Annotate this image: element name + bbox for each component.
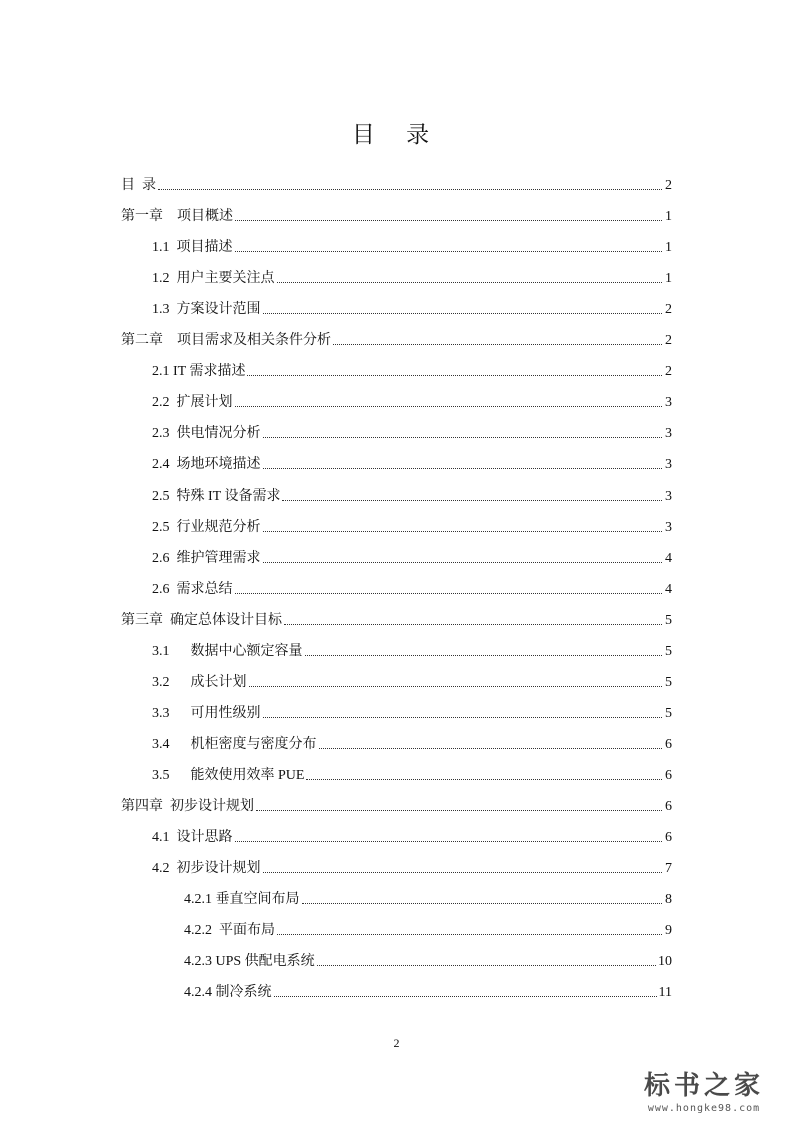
toc-dot-leader xyxy=(249,686,663,687)
toc-entry[interactable] xyxy=(152,667,672,698)
toc-entry-label: 4.2 初步设计规划 xyxy=(152,861,261,877)
toc-dot-leader xyxy=(158,189,662,190)
toc-dot-leader xyxy=(333,344,662,345)
toc-entry[interactable] xyxy=(152,698,672,729)
watermark-url: www.hongke98.com xyxy=(647,1103,761,1114)
toc-entry-label: 1.2 用户主要关注点 xyxy=(152,271,275,287)
toc-dot-leader xyxy=(263,313,663,314)
watermark xyxy=(629,1069,779,1114)
toc-entry[interactable] xyxy=(152,853,672,884)
toc-entry-label: 4.2.4 制冷系统 xyxy=(184,985,272,1001)
toc-entry-label: 3.5 能效使用效率 PUE xyxy=(152,767,305,783)
toc-entry[interactable] xyxy=(152,481,672,512)
toc-entry[interactable] xyxy=(152,263,672,294)
toc-entry-label: 目 录 xyxy=(121,178,156,193)
toc-entry-label: 2.6 维护管理需求 xyxy=(152,550,261,566)
toc-entry-label: 3.1 数据中心额定容量 xyxy=(152,643,303,659)
toc-entry-label: 2.6 需求总结 xyxy=(152,581,233,597)
toc-entry-page: 5 xyxy=(665,643,672,659)
toc-entry[interactable] xyxy=(184,915,672,946)
toc-entry-page: 11 xyxy=(658,985,672,1001)
toc-entry-page: 1 xyxy=(665,240,672,256)
toc-entry[interactable] xyxy=(152,356,672,387)
toc-dot-leader xyxy=(284,624,662,625)
toc-entry-page: 4 xyxy=(665,581,672,597)
toc-entry[interactable] xyxy=(121,170,672,201)
toc-entry-label: 2.3 供电情况分析 xyxy=(152,426,261,442)
toc-entry-label: 4.2.1 垂直空间布局 xyxy=(184,892,300,908)
toc-entry-label: 2.2 扩展计划 xyxy=(152,395,233,411)
toc-dot-leader xyxy=(302,903,663,904)
toc-entry[interactable] xyxy=(152,512,672,543)
toc-entry[interactable] xyxy=(152,418,672,449)
toc-entry[interactable] xyxy=(152,822,672,853)
toc-dot-leader xyxy=(235,406,663,407)
toc-entry[interactable] xyxy=(184,977,672,1008)
toc-entry[interactable] xyxy=(152,636,672,667)
toc-entry-page: 5 xyxy=(665,674,672,690)
toc-entry-label: 2.5 特殊 IT 设备需求 xyxy=(152,488,281,504)
toc-entry-page: 6 xyxy=(665,799,672,814)
toc-entry-label: 4.2.2 平面布局 xyxy=(184,923,275,939)
toc-entry-page: 6 xyxy=(665,830,672,846)
toc-dot-leader xyxy=(282,500,662,501)
toc-entry-label: 1.1 项目描述 xyxy=(152,240,233,256)
toc-entry-label: 3.2 成长计划 xyxy=(152,674,247,690)
toc-entry-label: 第二章 项目需求及相关条件分析 xyxy=(121,333,331,349)
toc-dot-leader xyxy=(306,779,662,780)
toc-entry-page: 4 xyxy=(665,550,672,566)
toc-entry-page: 2 xyxy=(665,178,672,193)
toc-entry-page: 7 xyxy=(665,861,672,877)
toc-entry-page: 3 xyxy=(665,426,672,442)
toc-entry-page: 6 xyxy=(665,767,672,783)
toc-entry-page: 1 xyxy=(665,271,672,287)
toc-entry-label: 第四章 初步设计规划 xyxy=(121,799,254,814)
toc-entry-label: 2.5 行业规范分析 xyxy=(152,519,261,535)
toc-dot-leader xyxy=(263,437,663,438)
toc-entry[interactable] xyxy=(152,574,672,605)
toc-dot-leader xyxy=(235,251,663,252)
toc-dot-leader xyxy=(263,872,663,873)
toc-entry[interactable] xyxy=(152,543,672,574)
toc-entry-label: 1.3 方案设计范围 xyxy=(152,302,261,318)
toc-dot-leader xyxy=(235,593,663,594)
toc-dot-leader xyxy=(317,965,656,966)
toc-entry-label: 3.4 机柜密度与密度分布 xyxy=(152,736,317,752)
page-title: 目 录 xyxy=(351,122,442,148)
toc-entry-label: 2.4 场地环境描述 xyxy=(152,457,261,473)
toc-dot-leader xyxy=(263,562,663,563)
toc-entry-label: 4.1 设计思路 xyxy=(152,830,233,846)
toc-entry[interactable] xyxy=(121,605,672,636)
toc-entry-page: 2 xyxy=(665,333,672,349)
toc-entry-page: 6 xyxy=(665,736,672,752)
toc-entry[interactable] xyxy=(184,946,672,977)
toc-entry[interactable] xyxy=(152,232,672,263)
toc-dot-leader xyxy=(263,468,663,469)
toc-entry[interactable] xyxy=(184,884,672,915)
toc-entry-page: 2 xyxy=(665,302,672,318)
toc-entry-page: 2 xyxy=(665,364,672,380)
watermark-brand: 标书之家 xyxy=(643,1071,764,1101)
toc-entry-label: 4.2.3 UPS 供配电系统 xyxy=(184,954,315,970)
page-number: 2 xyxy=(393,1036,400,1050)
toc-dot-leader xyxy=(247,375,662,376)
toc-dot-leader xyxy=(263,717,663,718)
toc-entry-page: 3 xyxy=(665,488,672,504)
toc-entry[interactable] xyxy=(121,325,672,356)
toc-entry-page: 10 xyxy=(658,954,672,970)
toc-dot-leader xyxy=(274,996,657,997)
toc-entry[interactable] xyxy=(121,201,672,232)
toc-entry[interactable] xyxy=(152,760,672,791)
toc-entry-label: 第一章 项目概述 xyxy=(121,209,233,225)
toc-dot-leader xyxy=(263,531,663,532)
toc-dot-leader xyxy=(256,810,662,811)
toc-entry-page: 3 xyxy=(665,457,672,473)
toc-dot-leader xyxy=(319,748,663,749)
toc-dot-leader xyxy=(277,282,663,283)
toc-dot-leader xyxy=(235,841,663,842)
toc-entry-page: 8 xyxy=(665,892,672,908)
toc-entry-page: 5 xyxy=(665,612,672,628)
toc-entry-page: 9 xyxy=(665,923,672,939)
toc-entry-page: 1 xyxy=(665,209,672,225)
toc-entry[interactable] xyxy=(152,387,672,418)
toc-entry-label: 2.1 IT 需求描述 xyxy=(152,364,246,380)
toc-dot-leader xyxy=(305,655,663,656)
toc-entry[interactable] xyxy=(152,449,672,480)
toc-entry-page: 3 xyxy=(665,519,672,535)
toc-entry-page: 3 xyxy=(665,395,672,411)
toc-dot-leader xyxy=(277,934,662,935)
toc-entry[interactable] xyxy=(152,729,672,760)
toc-entry-page: 5 xyxy=(665,705,672,721)
toc-entry-label: 第三章 确定总体设计目标 xyxy=(121,612,282,628)
toc-entry-label: 3.3 可用性级别 xyxy=(152,705,261,721)
toc-entry[interactable] xyxy=(152,294,672,325)
toc-entry[interactable] xyxy=(121,791,672,822)
toc-dot-leader xyxy=(235,220,662,221)
